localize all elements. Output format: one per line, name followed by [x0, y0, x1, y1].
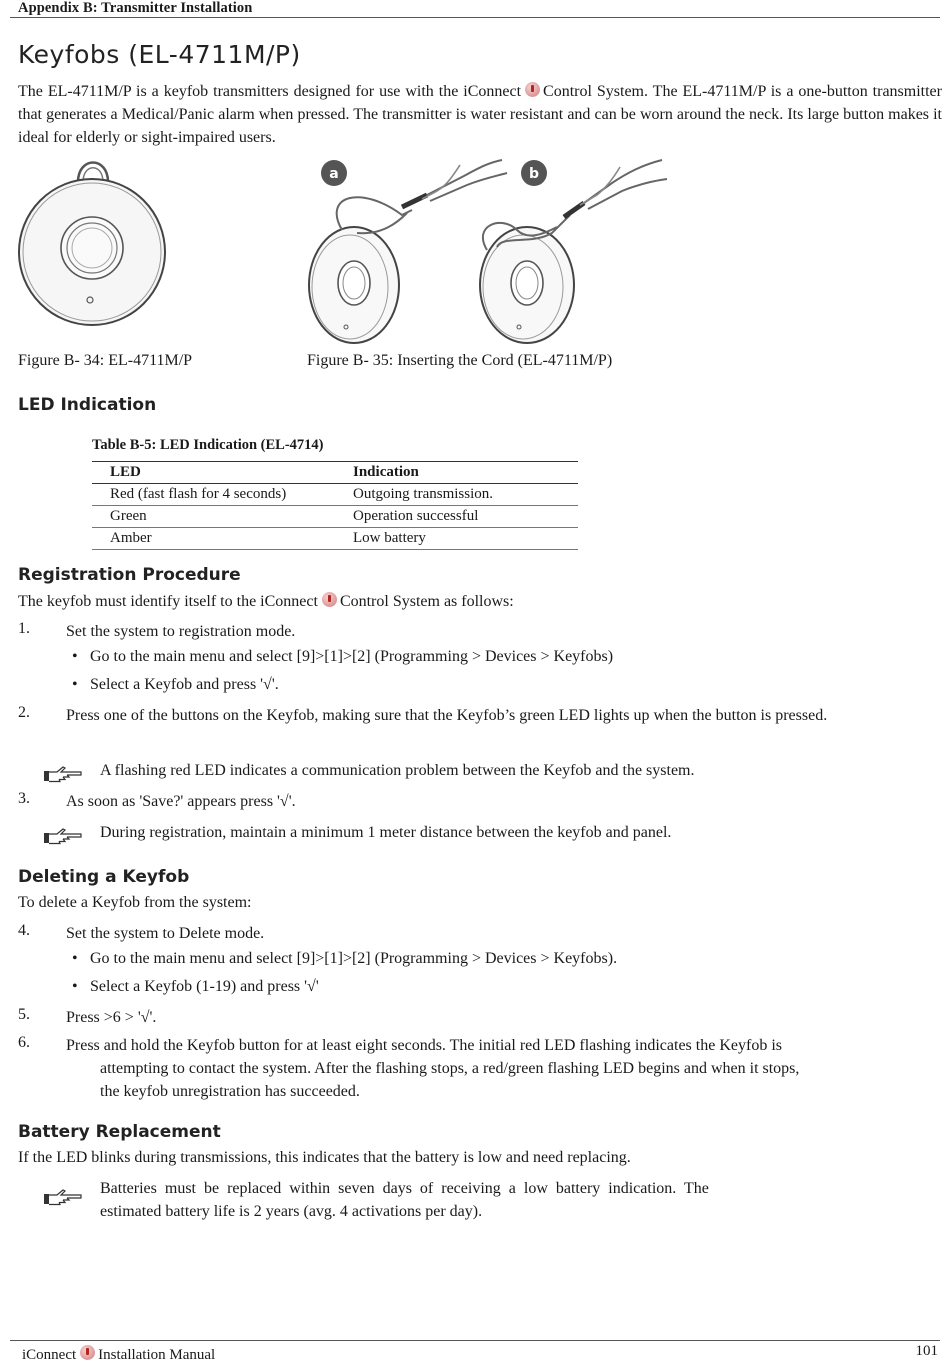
footer-rule — [10, 1340, 940, 1341]
step-5-text: Press >6 > '√'. — [66, 1009, 157, 1026]
footer-title — [22, 1345, 215, 1364]
registration-intro — [18, 592, 514, 611]
column-header-led: LED — [92, 462, 335, 484]
step-6-line-2: attempting to contact the system. After the flashing stops, a red/green flashing LED begins and when it stops, — [100, 1060, 800, 1077]
step-number: 5. — [18, 1006, 30, 1023]
figure-label-b: b — [528, 166, 540, 182]
pointing-hand-icon — [43, 1188, 83, 1206]
battery-note-line-1: Batteries must be replaced within seven days of receiving a low battery indication. The — [100, 1180, 709, 1197]
list-item: • Go to the main menu and select [9]>[1]>[2] (Programming > Devices > Keyfobs). — [72, 950, 618, 967]
iconnect-logo-icon — [80, 1345, 95, 1360]
intro-paragraph — [18, 80, 942, 149]
bullet-text: Select a Keyfob (1-19) and press '√' — [90, 978, 319, 995]
running-head: Appendix B: Transmitter Installation — [18, 0, 253, 16]
note-text: During registration, maintain a minimum 1 meter distance between the keyfob and panel. — [100, 824, 672, 841]
footer-title-part1: iConnect — [22, 1347, 77, 1363]
step-number: 6. — [18, 1034, 30, 1051]
registration-intro-part2: Control System as follows: — [339, 593, 514, 610]
iconnect-logo-icon — [322, 592, 337, 607]
led-indication-heading: LED Indication — [18, 395, 157, 415]
step-2-text: Press one of the buttons on the Keyfob, making sure that the Keyfob’s green LED lights up when the button is pressed. — [66, 707, 828, 724]
table-cell: Amber — [92, 528, 335, 550]
battery-intro: If the LED blinks during transmissions, this indicates that the battery is low and need replacing. — [18, 1149, 631, 1166]
table-row — [92, 484, 578, 506]
header-rule — [10, 17, 940, 18]
step-4-text: Set the system to Delete mode. — [66, 925, 265, 942]
table-cell: Operation successful — [335, 506, 578, 528]
inserting-cord-figure — [302, 155, 672, 347]
figure-label-a: a — [329, 166, 339, 182]
list-item: • Select a Keyfob and press '√'. — [72, 676, 279, 693]
table-header-row — [92, 462, 578, 484]
intro-text-part2: Control System. The EL-4711M/P is a one-button transmitter that generates a Medical/Panic alarm when pressed. The transmitter is water resistant and can be worn around the neck. Its large button makes it ideal for elderly or sight-impaired users. — [18, 83, 942, 146]
table-row — [92, 506, 578, 528]
list-item: • Select a Keyfob (1-19) and press '√' — [72, 978, 319, 995]
led-table-title: Table B-5: LED Indication (EL-4714) — [92, 437, 324, 453]
column-header-indication: Indication — [335, 462, 578, 484]
table-cell: Red (fast flash for 4 seconds) — [92, 484, 335, 506]
step-number: 2. — [18, 704, 30, 721]
registration-heading: Registration Procedure — [18, 565, 241, 585]
registration-intro-part1: The keyfob must identify itself to the iConnect — [18, 593, 318, 610]
table-row — [92, 528, 578, 550]
battery-heading: Battery Replacement — [18, 1122, 221, 1142]
step-6-line-1: Press and hold the Keyfob button for at least eight seconds. The initial red LED flashing indicates the Keyfob is — [66, 1037, 782, 1054]
step-number: 1. — [18, 620, 30, 637]
bullet-text: Go to the main menu and select [9]>[1]>[2] (Programming > Devices > Keyfobs). — [90, 950, 618, 967]
figure-35-caption: Figure B- 35: Inserting the Cord (EL-4711M/P) — [307, 352, 613, 369]
page-number: 101 — [915, 1343, 938, 1359]
step-6-line-3: the keyfob unregistration has succeeded. — [100, 1083, 360, 1100]
step-1-text: Set the system to registration mode. — [66, 623, 296, 640]
page-title: Keyfobs (EL-4711M/P) — [18, 40, 301, 69]
table-cell: Outgoing transmission. — [335, 484, 578, 506]
footer-title-part2: Installation Manual — [98, 1347, 216, 1363]
pointing-hand-icon — [43, 827, 83, 845]
battery-note-line-2: estimated battery life is 2 years (avg. 4 activations per day). — [100, 1203, 483, 1220]
step-number: 4. — [18, 922, 30, 939]
iconnect-logo-icon — [525, 82, 540, 97]
deleting-intro: To delete a Keyfob from the system: — [18, 894, 252, 911]
bullet-text: Select a Keyfob and press '√'. — [90, 676, 279, 693]
deleting-heading: Deleting a Keyfob — [18, 867, 190, 887]
table-cell: Low battery — [335, 528, 578, 550]
step-3-text: As soon as 'Save?' appears press '√'. — [66, 793, 296, 810]
note-text: A flashing red LED indicates a communication problem between the Keyfob and the system. — [100, 762, 695, 779]
pointing-hand-icon — [43, 765, 83, 783]
table-cell: Green — [92, 506, 335, 528]
bullet-text: Go to the main menu and select [9]>[1]>[2] (Programming > Devices > Keyfobs) — [90, 648, 614, 665]
step-number: 3. — [18, 790, 30, 807]
list-item: • Go to the main menu and select [9]>[1]>[2] (Programming > Devices > Keyfobs) — [72, 648, 614, 665]
keyfob-front-figure — [16, 150, 168, 332]
figure-34-caption: Figure B- 34: EL-4711M/P — [18, 352, 193, 369]
intro-text-part1: The EL-4711M/P is a keyfob transmitters designed for use with the iConnect — [18, 83, 522, 100]
led-indication-table — [92, 461, 578, 550]
